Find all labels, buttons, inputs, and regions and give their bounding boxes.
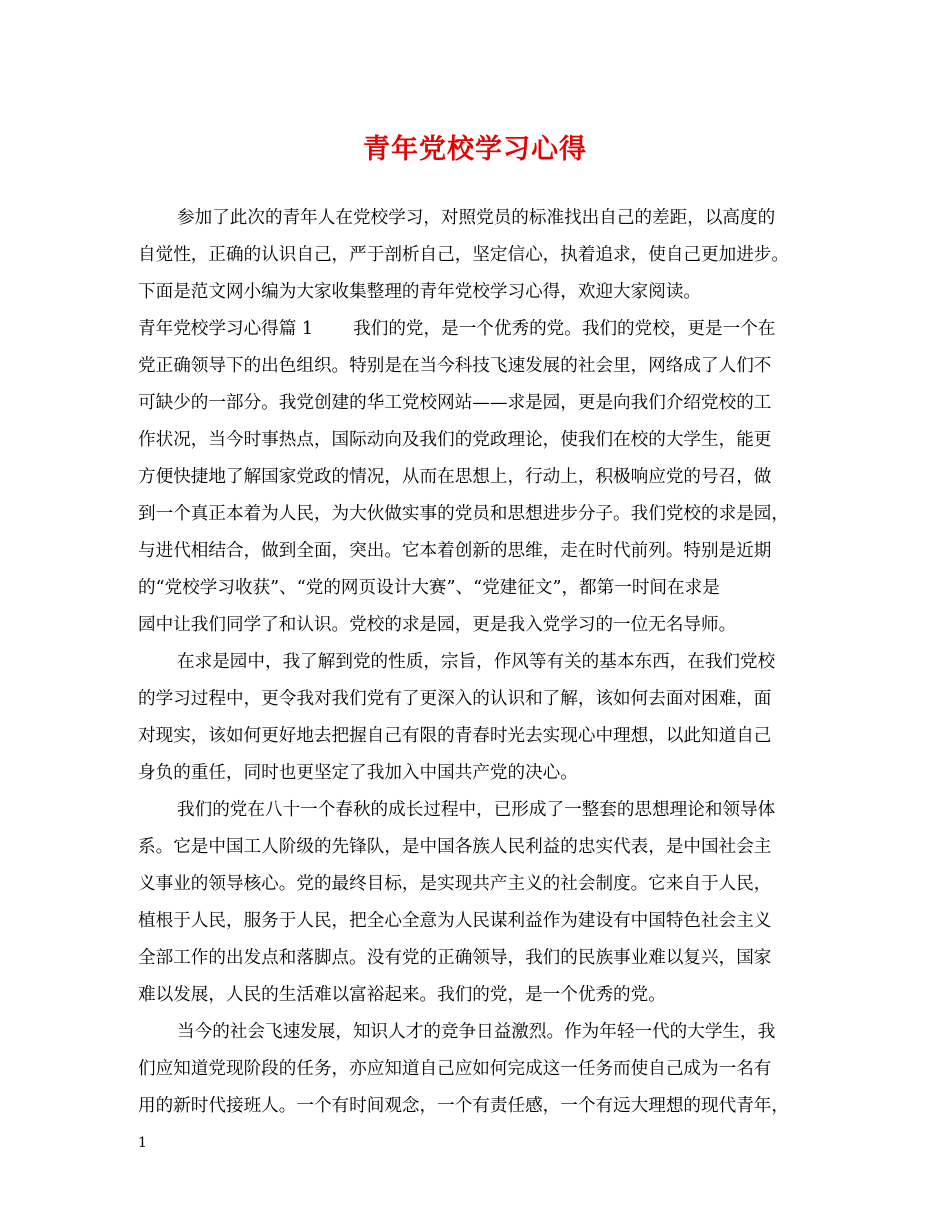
line-text: 用的新时代接班人。一个有时间观念，一个有责任感，一个有远大理想的现代青年， [138, 1096, 789, 1116]
line-text: 我们的党，是一个优秀的党。我们的党校，更是一个在 [353, 319, 776, 339]
text-line [138, 422, 824, 459]
line-text: 我们的党在八十一个春秋的成长过程中，已形成了一整套的思想理论和领导体 [177, 800, 776, 820]
text-line [138, 459, 824, 496]
text-line [138, 385, 824, 422]
text-line [138, 533, 824, 570]
line-text: 系。它是中国工人阶级的先锋队，是中国各族人民利益的忠实代表，是中国社会主 [138, 837, 772, 857]
text-line [138, 570, 824, 607]
line-text: 到一个真正本着为人民，为大伙做实事的党员和思想进步分子。我们党校的求是园， [138, 504, 789, 524]
text-line [138, 311, 824, 348]
text-line [138, 274, 824, 311]
line-text: 园中让我们同学了和认识。党校的求是园，更是我入党学习的一位无名导师。 [138, 615, 737, 635]
line-text: 党正确领导下的出色组织。特别是在当今科技飞速发展的社会里，网络成了人们不 [138, 356, 772, 376]
text-line [138, 496, 824, 533]
line-text: 全部工作的出发点和落脚点。没有党的正确领导，我们的民族事业难以复兴，国家 [138, 948, 772, 968]
line-text: 当今的社会飞速发展，知识人才的竞争日益激烈。作为年轻一代的大学生，我 [177, 1022, 776, 1042]
text-line [138, 1014, 824, 1051]
text-line [138, 718, 824, 755]
line-text: 在求是园中，我了解到党的性质，宗旨，作风等有关的基本东西，在我们党校 [177, 652, 776, 672]
document-body [138, 200, 824, 1125]
line-text: 作状况，当今时事热点，国际动向及我们的党政理论，使我们在校的大学生，能更 [138, 430, 772, 450]
line-text: 义事业的领导核心。党的最终目标，是实现共产主义的社会制度。它来自于人民， [138, 874, 772, 894]
text-line [138, 348, 824, 385]
text-line [138, 644, 824, 681]
text-line [138, 792, 824, 829]
text-line [138, 1051, 824, 1088]
line-text: 下面是范文网小编为大家收集整理的青年党校学习心得，欢迎大家阅读。 [138, 282, 702, 302]
text-line [138, 755, 824, 792]
text-line [138, 1088, 824, 1125]
document-title: 青年党校学习心得 [363, 134, 587, 165]
line-text: 与进代相结合，做到全面，突出。它本着创新的思维，走在时代前列。特别是近期 [138, 541, 772, 561]
text-line [138, 977, 824, 1014]
line-text: 身负的重任，同时也更坚定了我加入中国共产党的决心。 [138, 763, 578, 783]
line-text: 们应知道党现阶段的任务，亦应知道自己应如何完成这一任务而使自己成为一名有 [138, 1059, 772, 1079]
text-line [138, 829, 824, 866]
line-text: 方便快捷地了解国家党政的情况，从而在思想上，行动上，积极响应党的号召，做 [138, 467, 772, 487]
line-text: 参加了此次的青年人在党校学习，对照党员的标准找出自己的差距，以高度的 [177, 208, 776, 228]
page-number: 1 [138, 1135, 147, 1151]
text-line [138, 866, 824, 903]
text-line [138, 903, 824, 940]
line-text: 的学习过程中，更令我对我们党有了更深入的认识和了解，该如何去面对困难，面 [138, 689, 772, 709]
line-text: 自觉性，正确的认识自己，严于剖析自己，坚定信心，执着追求，使自己更加进步。 [138, 245, 789, 265]
text-line [138, 940, 824, 977]
text-line [138, 681, 824, 718]
text-line [138, 237, 824, 274]
line-text: 可缺少的一部分。我党创建的华工党校网站——求是园，更是向我们介绍党校的工 [138, 393, 772, 413]
line-text: 植根于人民，服务于人民，把全心全意为人民谋利益作为建设有中国特色社会主义 [138, 911, 772, 931]
line-text: 的“党校学习收获”、“党的网页设计大赛”、“党建征文”，都第一时间在求是 [138, 578, 720, 598]
section-heading: 青年党校学习心得篇 1 [138, 319, 314, 339]
text-line [138, 607, 824, 644]
line-text: 对现实，该如何更好地去把握自己有限的青春时光去实现心中理想，以此知道自己 [138, 726, 772, 746]
line-text: 难以发展，人民的生活难以富裕起来。我们的党，是一个优秀的党。 [138, 985, 666, 1005]
text-line [138, 200, 824, 237]
